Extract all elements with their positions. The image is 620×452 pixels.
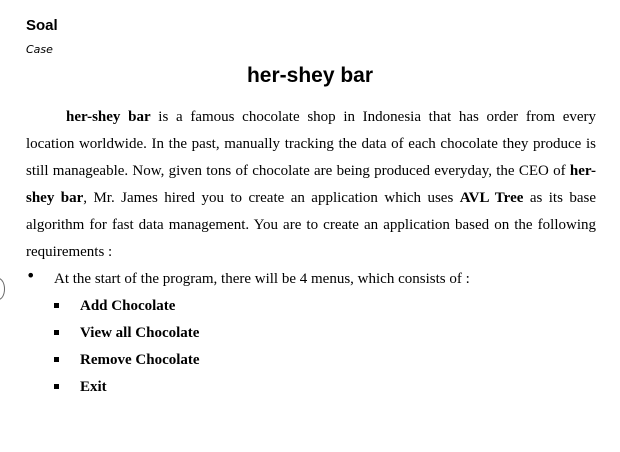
intro-paragraph (26, 104, 596, 266)
menu-list-item (54, 293, 175, 320)
soal-label: Soal (26, 17, 58, 34)
menu-item-label: View all Chocolate (80, 325, 200, 341)
square-bullet-icon (54, 357, 59, 362)
square-bullet-icon (54, 384, 59, 389)
square-bullet-icon (54, 330, 59, 335)
para-text: is a famous chocolate shop in Indonesia that has order from every location worldwide. In the past, manually tracking the data of each chocolate they produce is still manageable. Now, given tons of chocolate are being produced everyday, the CEO of (26, 109, 596, 179)
menu-item-label: Remove Chocolate (80, 352, 200, 368)
para-text: as its base algorithm for fast data management. You are to create an application based on the following requirements : (26, 190, 596, 260)
menu-list-item (54, 320, 199, 347)
para-text: , Mr. James hired you to create an application which uses (83, 190, 460, 206)
menu-list-item (54, 374, 107, 401)
avl-tree-term: AVL Tree (459, 190, 524, 206)
bullet-dot-icon: • (26, 266, 36, 285)
case-label: Case (26, 43, 53, 56)
edge-arc-decoration (0, 278, 5, 300)
square-bullet-icon (54, 303, 59, 308)
brand-name: her-shey bar (66, 109, 151, 125)
brand-name: her-shey bar (26, 163, 596, 206)
menu-item-label: Exit (80, 379, 107, 395)
bullet-text: At the start of the program, there will be 4 menus, which consists of : (54, 271, 470, 287)
menu-item-label: Add Chocolate (80, 298, 176, 314)
menu-list-item (54, 347, 200, 374)
document-title: her-shey bar (246, 64, 374, 87)
